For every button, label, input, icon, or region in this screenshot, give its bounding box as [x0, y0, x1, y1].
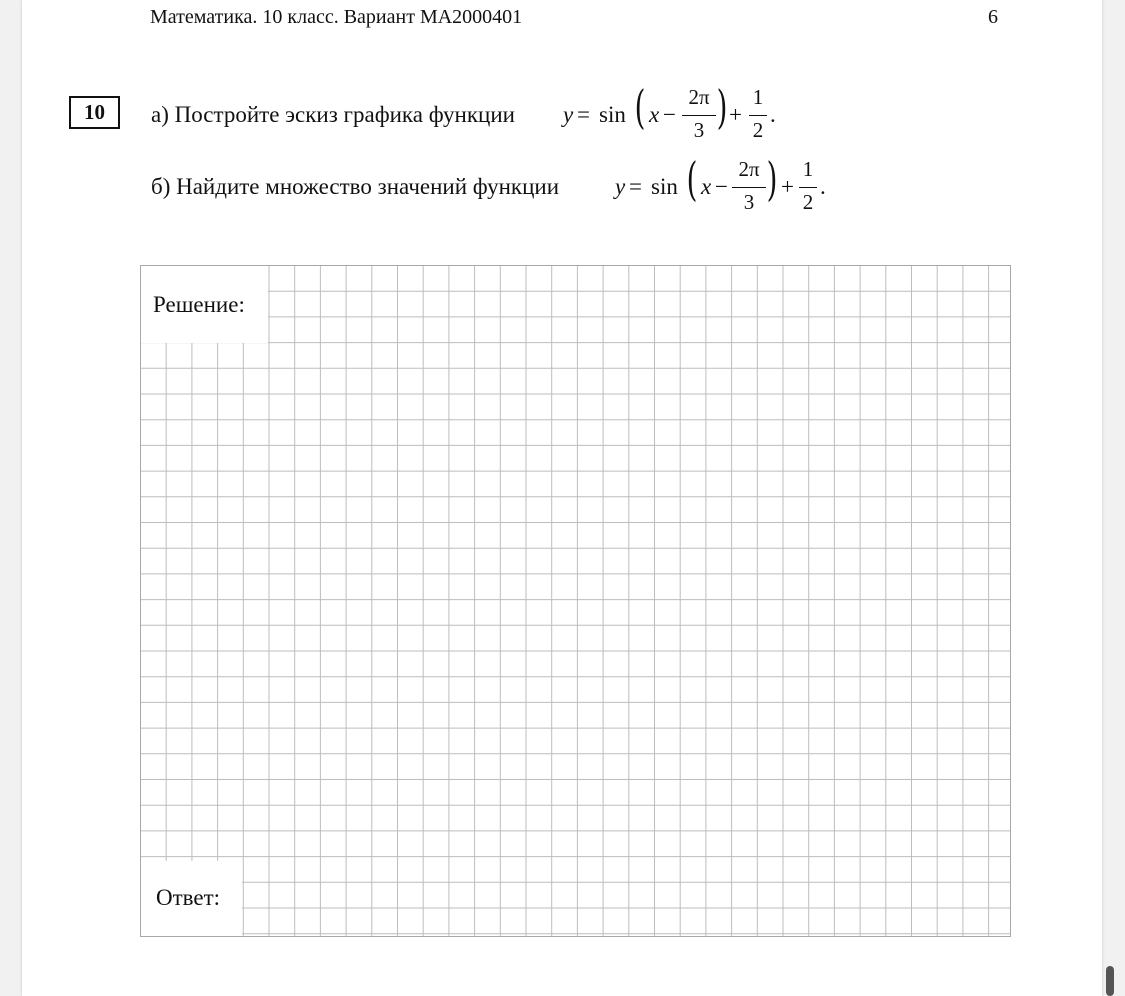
- fraction-denominator-3: 3: [693, 118, 705, 142]
- scrollbar-thumb[interactable]: [1106, 966, 1114, 996]
- formula-sin: sin: [651, 174, 678, 199]
- left-paren: (: [634, 80, 646, 134]
- page-number: 6: [988, 6, 998, 28]
- formula-dot: .: [770, 102, 776, 127]
- formula-equals: =: [629, 174, 642, 199]
- formula-y: y: [615, 174, 626, 199]
- fraction-numerator-2pi: 2π: [688, 85, 710, 109]
- task-part-b-text: б) Найдите множество значений функции: [151, 174, 560, 199]
- answer-label: Ответ:: [156, 885, 221, 910]
- page-header-title: Математика. 10 класс. Вариант МА2000401: [150, 6, 523, 28]
- formula-sin: sin: [599, 102, 626, 127]
- fraction-denominator-2: 2: [802, 190, 814, 214]
- right-paren: ): [766, 152, 778, 206]
- solution-grid[interactable]: [140, 265, 1011, 937]
- right-paren: ): [716, 80, 728, 134]
- formula-x: x: [649, 102, 660, 127]
- formula-equals: =: [577, 102, 590, 127]
- solution-label: Решение:: [153, 292, 245, 317]
- fraction-bar: [799, 187, 817, 188]
- task-part-a-text: а) Постройте эскиз графика функции: [151, 102, 515, 127]
- fraction-numerator-1: 1: [802, 157, 814, 181]
- fraction-denominator-2: 2: [752, 118, 764, 142]
- task-number-box: 10: [69, 96, 120, 129]
- fraction-denominator-3: 3: [743, 190, 755, 214]
- fraction-bar: [749, 115, 767, 116]
- formula-x: x: [701, 174, 712, 199]
- formula-minus: −: [715, 174, 728, 199]
- formula-plus: +: [781, 174, 794, 199]
- formula-minus: −: [663, 102, 676, 127]
- fraction-numerator-2pi: 2π: [738, 157, 760, 181]
- formula-plus: +: [729, 102, 742, 127]
- formula-dot: .: [820, 174, 826, 199]
- grid-lines: [140, 265, 1011, 937]
- left-paren: (: [686, 152, 698, 206]
- fraction-numerator-1: 1: [752, 85, 764, 109]
- formula-y: y: [563, 102, 574, 127]
- fraction-bar: [682, 115, 716, 116]
- fraction-bar: [732, 187, 766, 188]
